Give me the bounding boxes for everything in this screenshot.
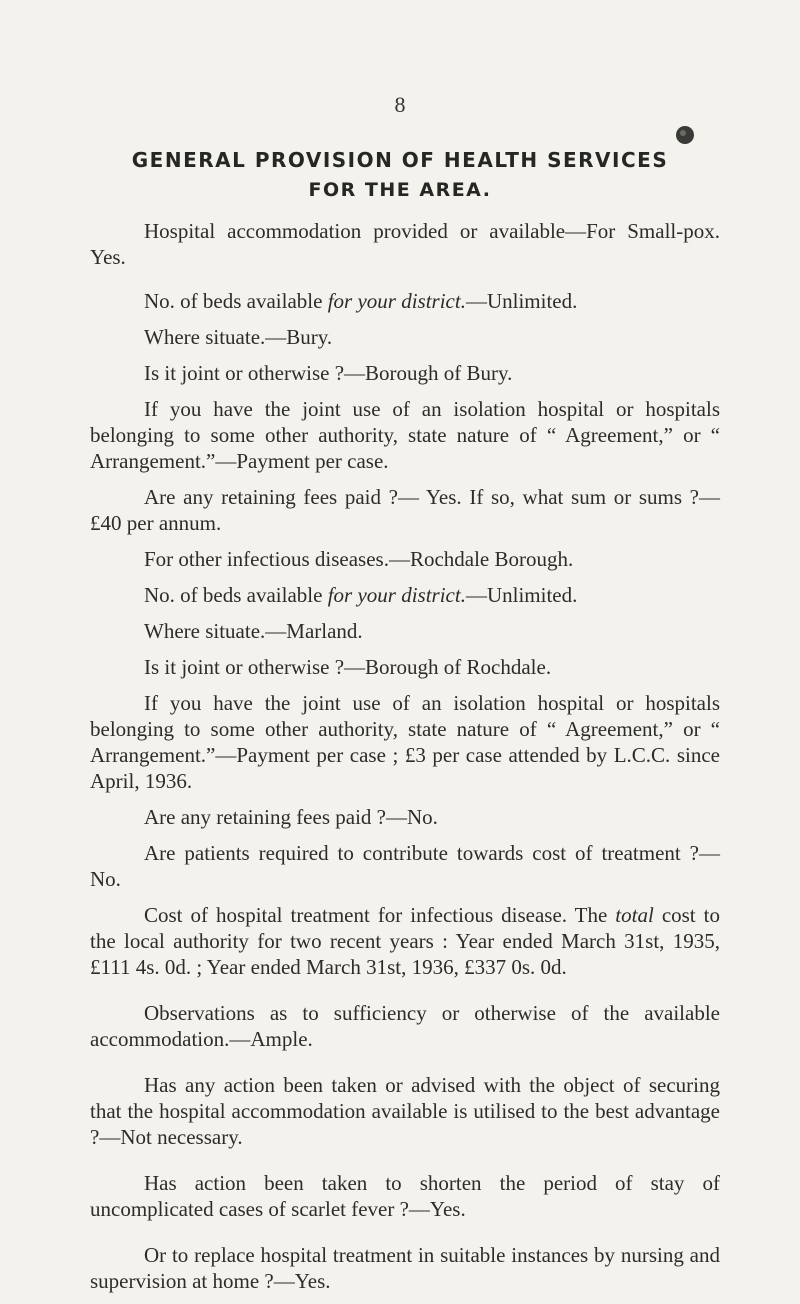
- page-heading: [0, 145, 800, 205]
- paragraph-joint-bury: Is it joint or otherwise ?—Borough of Bury.: [144, 361, 513, 385]
- paragraph-beds-smallpox: [90, 288, 720, 314]
- text-run: Cost of hospital treatment for infectious disease. The: [144, 903, 616, 927]
- paragraph-patients-contribute: Are patients required to contribute towards cost of treatment ?— No.: [90, 841, 720, 891]
- document-body: [90, 218, 720, 1304]
- paragraph-retaining-fees-1: Are any retaining fees paid ?— Yes. If so, what sum or sums ?—£40 per annum.: [90, 485, 720, 535]
- text-run: —Unlimited.: [465, 289, 578, 313]
- text-run: —Unlimited.: [465, 583, 578, 607]
- text-run: cost to the local authority for two recent years : Year ended March 31st, 1935, £111 4s. 0d. ; Year ended March 31st, 1936, £337 0s. 0d.: [90, 903, 720, 979]
- paragraph-situate-marland: Where situate.—Marland.: [144, 619, 363, 643]
- paragraph-agreement-2: If you have the joint use of an isolation hospital or hospitals belonging to some other authority, state nature of “ Agreement,” or “ Arrangement.”—Payment per case ; £3 per case attended by L.C.C. since April, 1936.: [90, 691, 720, 793]
- italic-run: total: [615, 903, 654, 927]
- ink-blot-icon: [674, 124, 696, 146]
- paragraph-situate-bury: Where situate.—Bury.: [144, 325, 333, 349]
- italic-run: for your district.: [327, 289, 466, 313]
- paragraph-cost-treatment: [90, 902, 720, 980]
- paragraph-home-nursing: Or to replace hospital treatment in suitable instances by nursing and supervision at home ?—Yes.: [90, 1243, 720, 1293]
- italic-run: for your district.: [327, 583, 466, 607]
- paragraph-beds-other: [90, 582, 720, 608]
- paragraph-action-advised: Has any action been taken or advised with the object of securing that the hospital accommodation available is utilised to the best advantage ?—Not necessary.: [90, 1073, 720, 1149]
- text-run: No. of beds available: [144, 583, 328, 607]
- text-run: No. of beds available: [144, 289, 328, 313]
- paragraph-observations: Observations as to sufficiency or otherwise of the available accommodation.—Ample.: [90, 1001, 720, 1051]
- paragraph-retaining-fees-2: Are any retaining fees paid ?—No.: [144, 805, 438, 829]
- paragraph-joint-rochdale: Is it joint or otherwise ?—Borough of Rochdale.: [144, 655, 552, 679]
- paragraph-scarlet-fever: Has action been taken to shorten the period of stay of uncomplicated cases of scarlet fever ?—Yes.: [90, 1171, 720, 1221]
- paragraph-agreement-1: If you have the joint use of an isolation hospital or hospitals belonging to some other authority, state nature of “ Agreement,” or “ Arrangement.”—Payment per case.: [90, 397, 720, 473]
- heading-line-1: GENERAL PROVISION OF HEALTH SERVICES: [131, 148, 669, 172]
- paragraph-smallpox: Hospital accommodation provided or available—For Small-pox. Yes.: [90, 219, 720, 269]
- heading-line-2: FOR THE AREA.: [308, 179, 492, 201]
- paragraph-other-diseases: For other infectious diseases.—Rochdale Borough.: [144, 547, 574, 571]
- page-number: 8: [394, 92, 406, 117]
